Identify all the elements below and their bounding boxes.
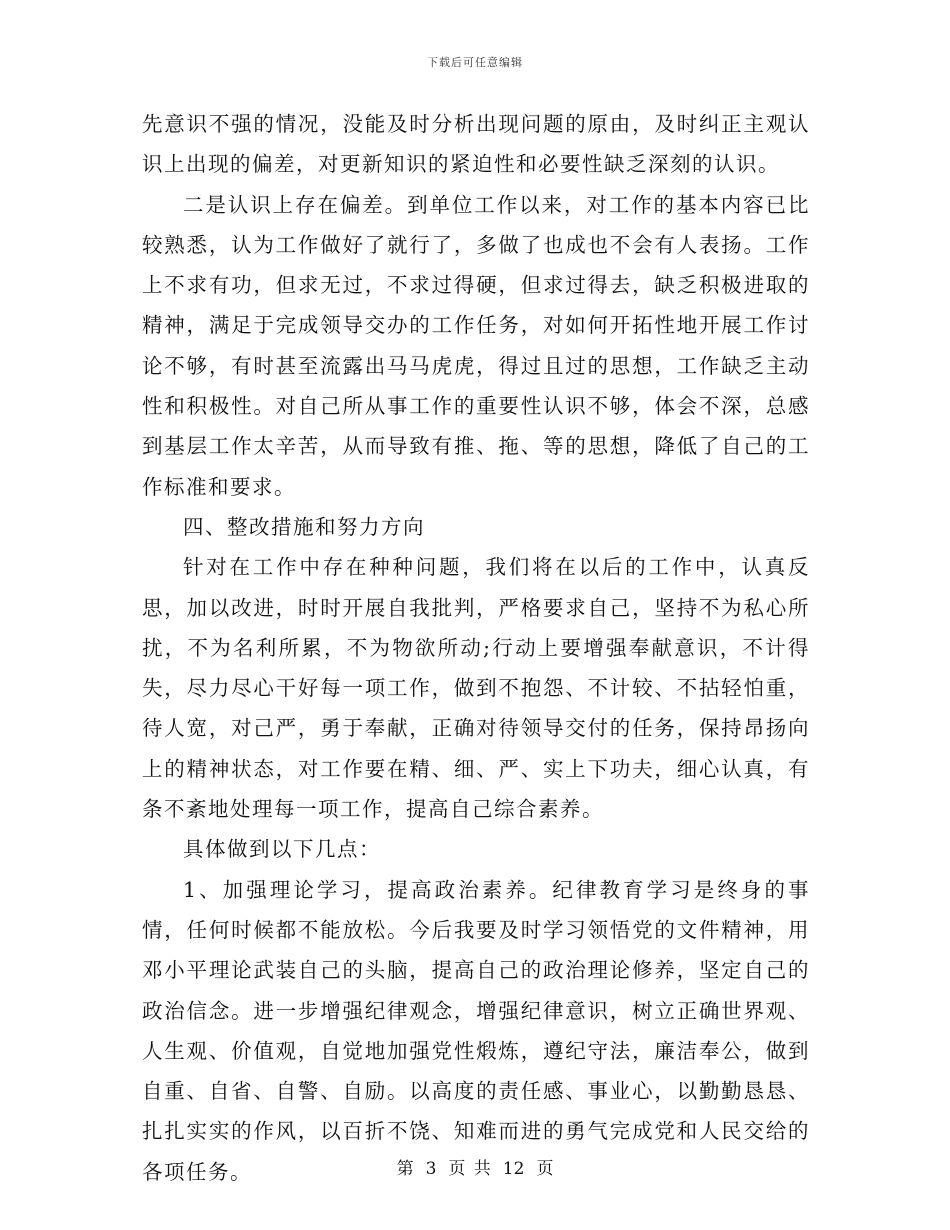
section-heading: 四、整改措施和努力方向 (183, 514, 425, 539)
paragraph-item-one: 1、加强理论学习，提高政治素养。纪律教育学习是终身的事情，任何时候都不能放松。今后我要及时学习领悟党的文件精神，用邓小平理论武装自己的头脑，提高自己的政治理论修养，坚定自己的政治信念。进一步增强纪律观念，增强纪律意识，树立正确世界观、人生观、价值观，自觉地加强党性煅炼，遵纪守法，廉洁奉公，做到自重、自省、自警、自励。以高度的责任感、事业心，以勤勤恳恳、扎扎实实的作风，以百折不饶、知难而进的勇气完成党和人民交给的各项任务。 (142, 877, 810, 1184)
footer-suffix: 页 (536, 1159, 554, 1179)
footer-prefix: 第 (396, 1159, 414, 1179)
paragraph-continuation: 先意识不强的情况，没能及时分析出现问题的原由，及时纠正主观认识上出现的偏差，对更新知识的紧迫性和必要性缺乏深刻的认识。 (142, 112, 810, 177)
footer-total-pages: 12 (502, 1159, 525, 1179)
page-footer (0, 1154, 950, 1179)
footer-middle: 页 共 (448, 1159, 491, 1179)
paragraph-measures: 针对在工作中存在种种问题，我们将在以后的工作中，认真反思，加以改进，时时开展自我批判，严格要求自己，坚持不为私心所扰，不为名利所累，不为物欲所动;行动上要增强奉献意识，不计得失，尽力尽心干好每一项工作，做到不抱怨、不计较、不拈轻怕重，待人宽，对己严，勇于奉献，正确对待领导交付的任务，保持昂扬向上的精神状态，对工作要在精、细、严、实上下功夫，细心认真，有条不紊地处理每一项工作，提高自己综合素养。 (142, 555, 810, 822)
footer-page-number: 3 (425, 1159, 437, 1179)
paragraph-list-intro: 具体做到以下几点： (183, 837, 381, 862)
paragraph-point-two: 二是认识上存在偏差。到单位工作以来，对工作的基本内容已比较熟悉，认为工作做好了就行了，多做了也成也不会有人表扬。工作上不求有功，但求无过，不求过得硬，但求过得去，缺乏积极进取的精神，满足于完成领导交办的工作任务，对如何开拓性地开展工作讨论不够，有时甚至流露出马马虎虎，得过且过的思想，工作缺乏主动性和积极性。对自己所从事工作的重要性认识不够，体会不深，总感到基层工作太辛苦，从而导致有推、拖、等的思想，降低了自己的工作标准和要求。 (142, 192, 810, 499)
document-body (142, 104, 810, 1192)
page-header: 下载后可任意编辑 (427, 56, 523, 69)
